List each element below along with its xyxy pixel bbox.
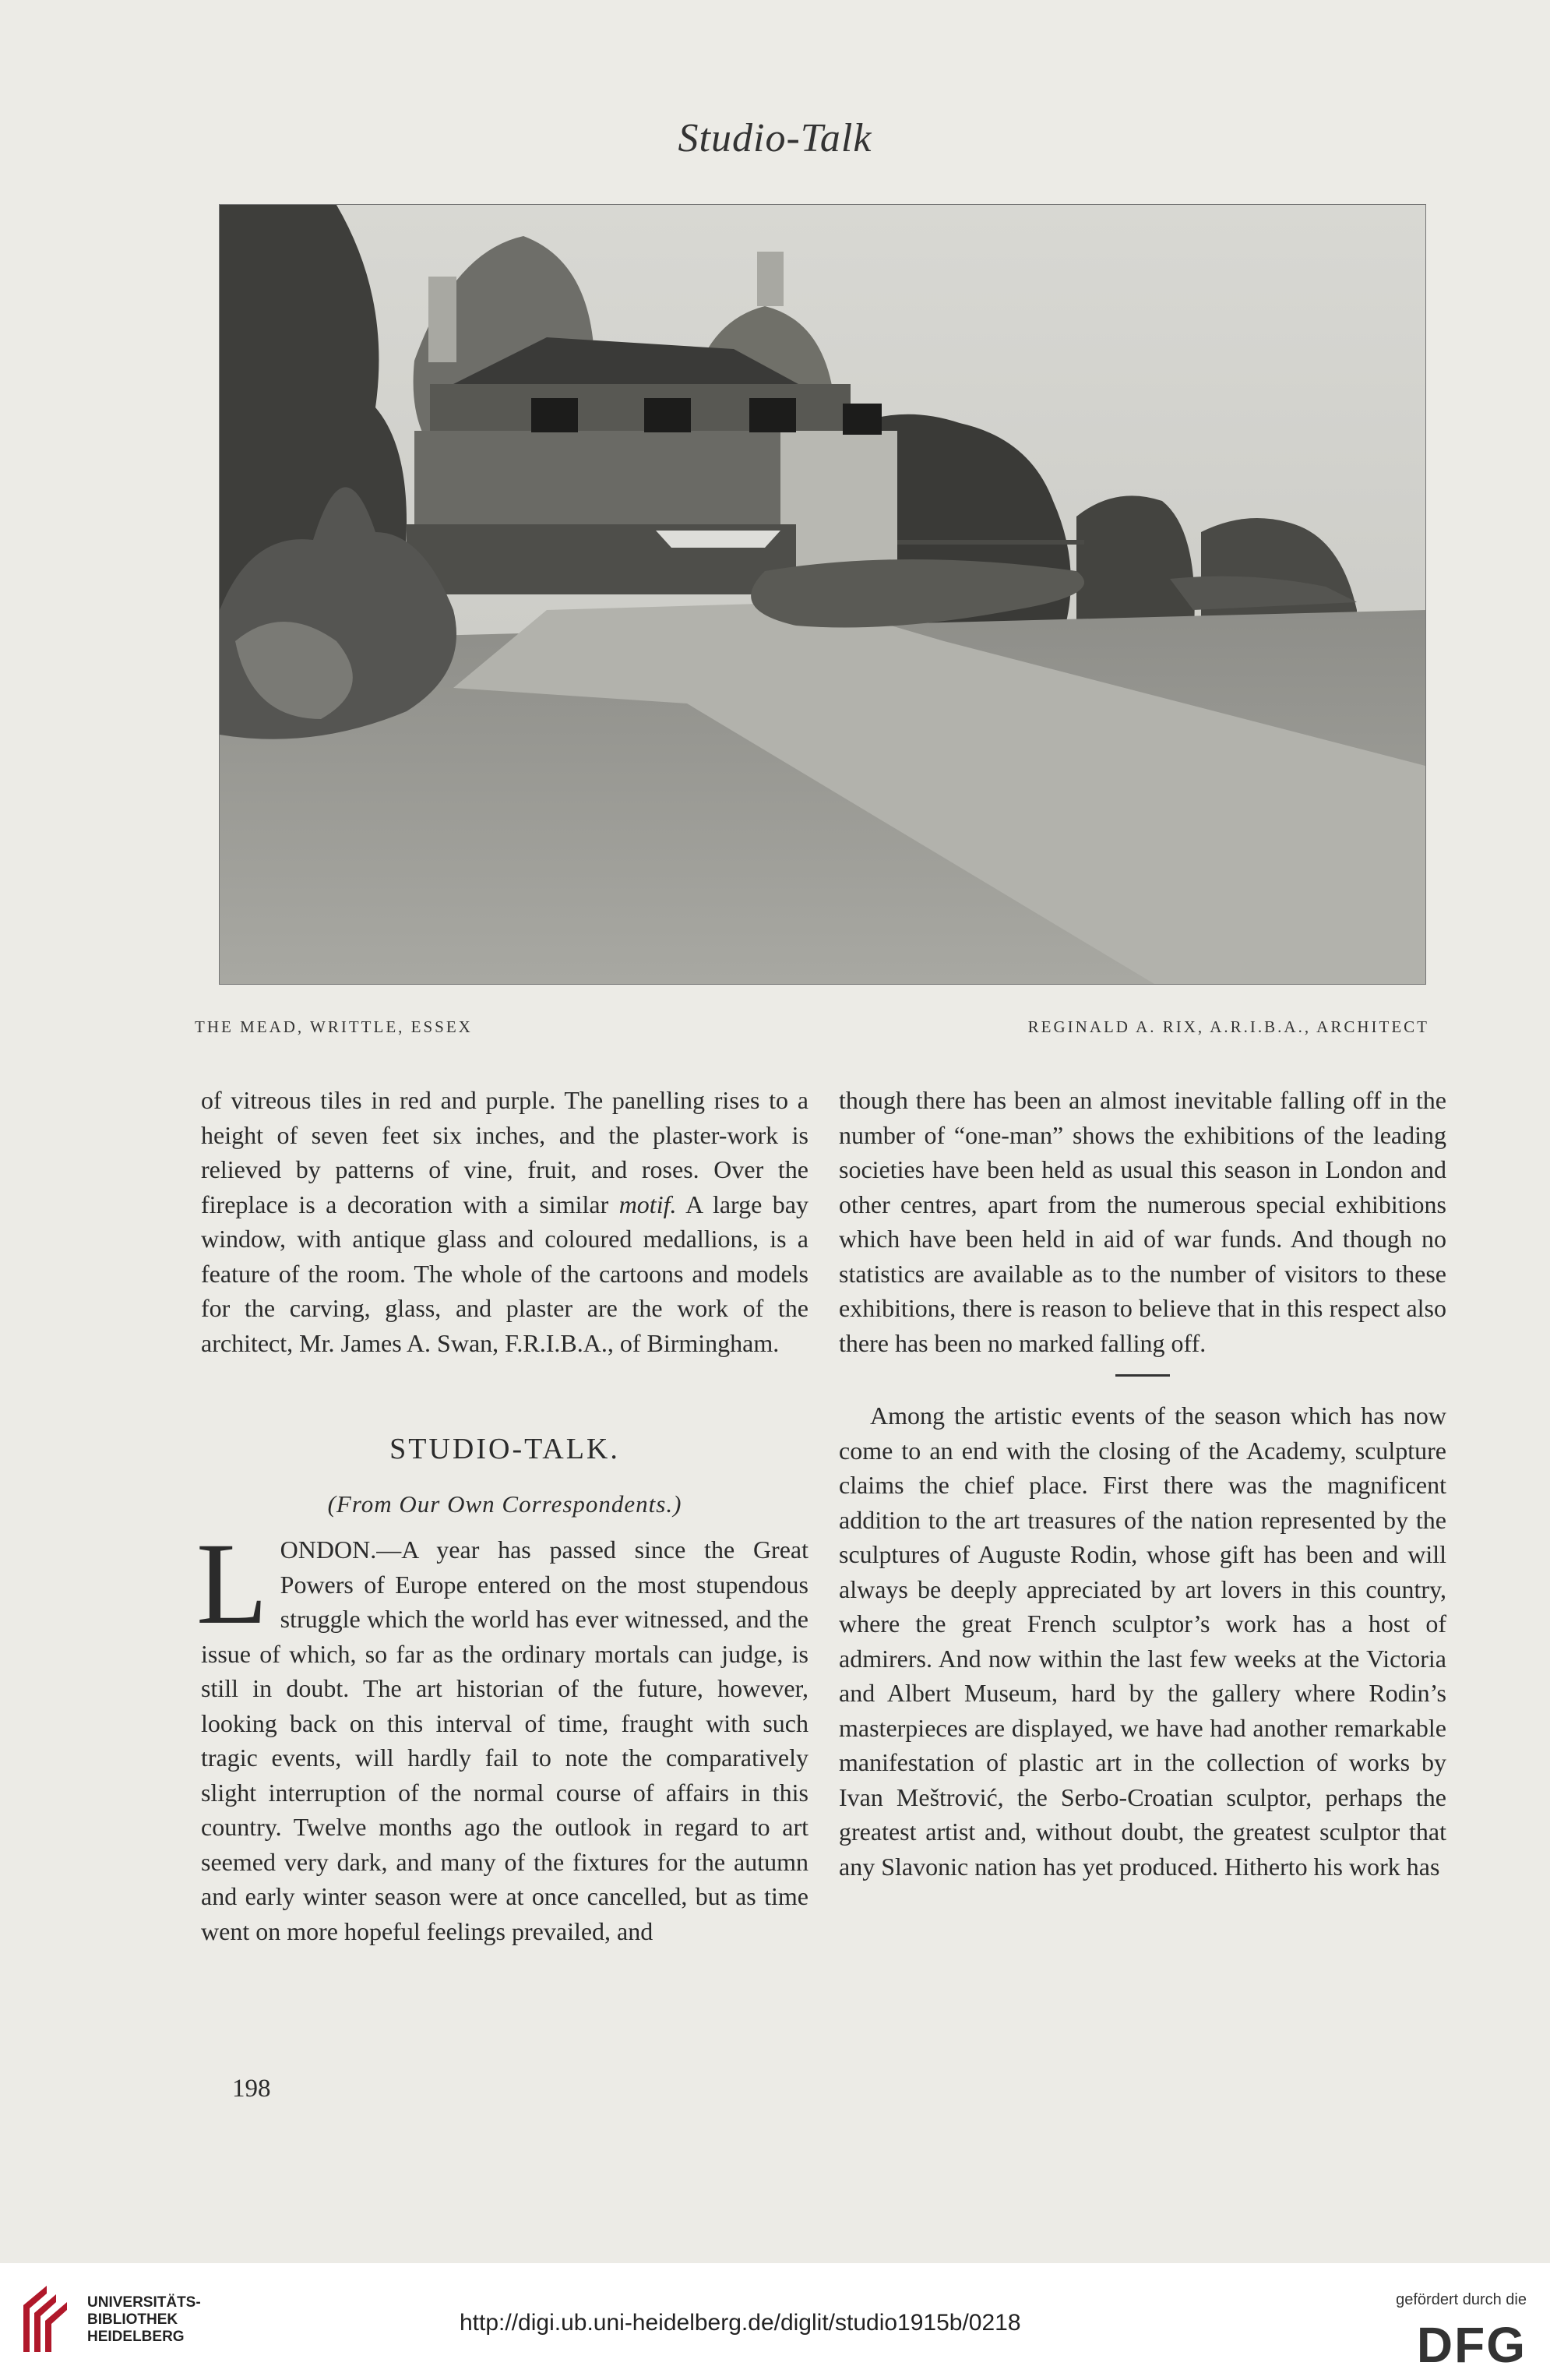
dfg-logo: DFG — [1416, 2317, 1527, 2373]
right-column — [839, 1083, 1446, 1884]
running-head: Studio-Talk — [678, 116, 872, 160]
house-photograph — [219, 204, 1426, 985]
photo-caption-title: THE MEAD, WRITTLE, ESSEX — [195, 1017, 473, 1036]
left-paragraph-2 — [196, 1519, 808, 1948]
photo-caption-architect: REGINALD A. RIX, A.R.I.B.A., ARCHITECT — [1027, 1017, 1429, 1036]
drop-capital: L — [196, 1519, 268, 1648]
right-paragraph-1: though there has been an almost inevitable falling off in the number of “one-man” shows the exhibitions of the leading societies have been held as usual this season in London and other centres, apart from the numerous special exhibitions which have been held in aid of war funds. And though no statistics are available as to the number of visitors to these exhibitions, there is reason to believe that in this respect also there has been no marked falling off. — [839, 1086, 1446, 1357]
library-name-line-2: BIBLIOTHEK — [87, 2311, 178, 2328]
left-column — [196, 1083, 809, 1948]
left-paragraph-1-text-a: of vitreous tiles in red and purple. The panelling rises to a height of seven feet six inches, and the plaster-work is relieved by patterns of vine, fruit, and roses. Over the fireplace is a decoration with a similar — [201, 1086, 808, 1218]
left-paragraph-1-emphasis: motif. — [618, 1190, 677, 1218]
library-logo-icon — [16, 2282, 73, 2360]
library-name — [87, 2294, 201, 2346]
library-name-line-1: UNIVERSITÄTS- — [87, 2294, 201, 2311]
page-number: 198 — [232, 2075, 271, 2103]
section-subheading: (From Our Own Correspondents.) — [327, 1490, 682, 1518]
section-divider — [1115, 1374, 1170, 1377]
section-heading: STUDIO-TALK. — [389, 1433, 620, 1465]
permalink-url[interactable]: http://digi.ub.uni-heidelberg.de/diglit/studio1915b/0218 — [460, 2310, 1021, 2336]
library-name-line-3: HEIDELBERG — [87, 2329, 185, 2345]
left-paragraph-2-text: ONDON.—A year has passed since the Great Powers of Europe entered on the most stupendous struggle which the world has ever witnessed, and the issue of which, so far as the ordinary mortals can judge, is still in doubt. The art historian of the future, however, looking back on this interval of time, fraught with such tragic events, will hardly fail to note the comparatively slight interruption of the normal course of affairs in this country. Twelve months ago the outlook in regard to art seemed very dark, and many of the fixtures for the autumn and early winter season were at once cancelled, but as time went on more hopeful feelings prevailed, and — [201, 1536, 808, 1945]
footer-bar — [0, 2263, 1550, 2380]
funding-caption: gefördert durch die — [1396, 2291, 1527, 2308]
left-paragraph-1 — [201, 1083, 808, 1360]
left-paragraph-1-text-b: A large bay window, with antique glass and coloured medallions, is a feature of the room. The whole of the cartoons and models for the carving, glass, and plaster are the work of the architect, Mr. James A. Swan, F.R.I.B.A., of Birmingham. — [201, 1190, 809, 1357]
right-paragraph-2: Among the artistic events of the season which has now come to an end with the closing of the Academy, sculpture claims the chief place. First there was the magnificent addition to the art treasures of the nation represented by the sculptures of Auguste Rodin, whose gift has been and will always be deeply appreciated by art lovers in this country, where the great French sculptor’s work has a host of admirers. And now within the last few weeks at the Victoria and Albert Museum, hard by the gallery where Rodin’s masterpieces are displayed, we have had another remarkable manifestation of plastic art in the collection of works by Ivan Meštrović, the Serbo-Croatian sculptor, perhaps the greatest artist and, without doubt, the greatest sculptor that any Slavonic nation has yet produced. Hitherto his work has — [839, 1402, 1446, 1881]
